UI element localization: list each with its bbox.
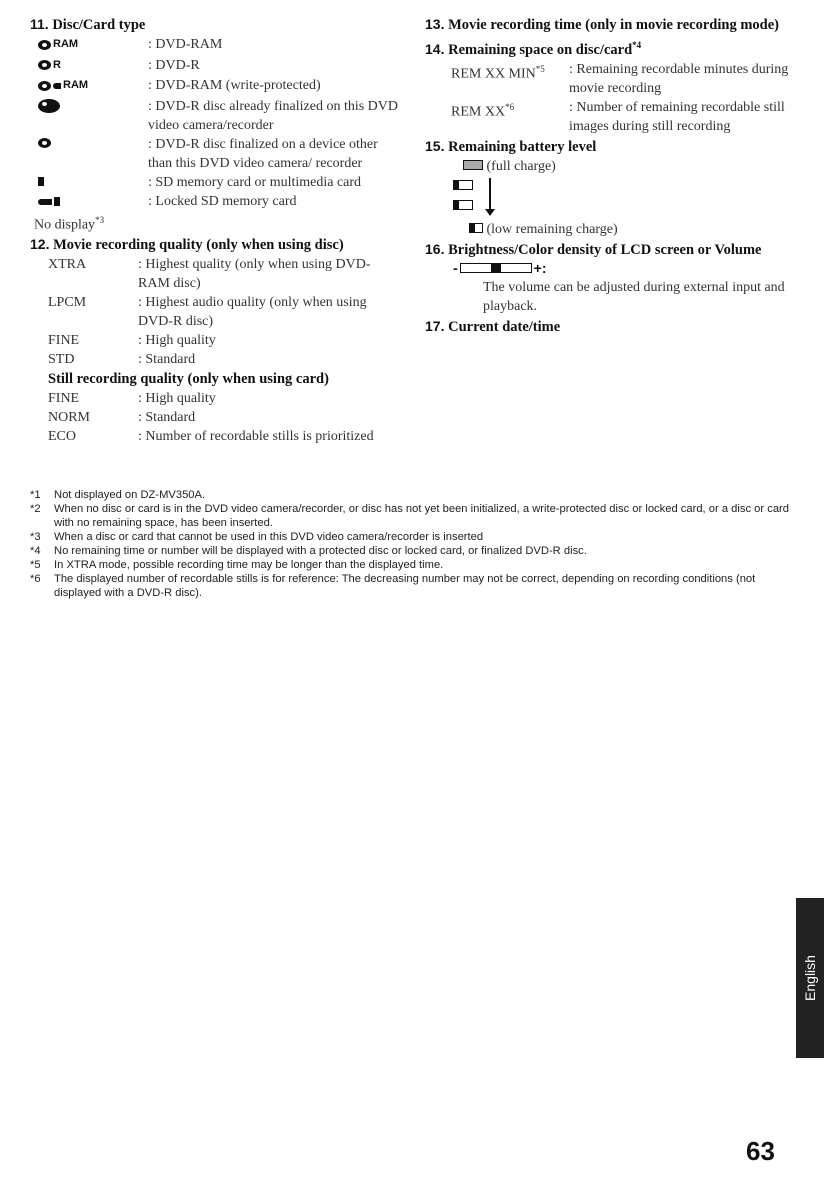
section-13-heading: 13. Movie recording time (only in movie recording mode) — [425, 16, 779, 33]
disc-type-row: R : DVD-R — [30, 56, 402, 77]
language-tab: English — [796, 898, 824, 1058]
level-bar-icon — [460, 263, 532, 273]
finalized-disc-icon — [38, 97, 53, 116]
disc-type-row: : DVD-R disc finalized on a device other than this DVD video camera/ recorder — [30, 135, 402, 173]
section-12-heading: 12. Movie recording quality (only when using disc) — [30, 236, 344, 254]
quality-row: FINE : High quality — [48, 333, 216, 349]
down-arrow-icon — [489, 178, 491, 214]
locked-sd-card-icon — [38, 197, 60, 206]
sd-card-icon — [38, 177, 44, 186]
still-quality-heading: Still recording quality (only when using card) — [48, 371, 329, 388]
footnote: *6 The displayed number of recordable stills is for reference: The decreasing number may not be correct, depending on recording conditions (not displayed with a DVD-R disc). — [30, 573, 756, 599]
battery-low-row: (low remaining charge) — [425, 220, 805, 239]
disc-type-row: : SD memory card or multimedia card — [30, 173, 402, 192]
disc-type-row: : DVD-R disc already finalized on this DVD video camera/recorder — [30, 97, 402, 135]
footnote: *4 No remaining time or number will be displayed with a protected disc or locked card, or finalized DVD-R disc. — [30, 545, 587, 557]
disc-ram-icon: RAM — [38, 35, 78, 54]
battery-full-icon — [463, 160, 483, 170]
quality-row: STD : Standard — [48, 352, 196, 368]
volume-desc: The volume can be adjusted during external input and playback. — [483, 279, 785, 314]
battery-full-row: (full charge) — [425, 157, 805, 176]
battery-level-icon — [453, 200, 473, 210]
footnote: *2 When no disc or card is in the DVD video camera/recorder, or disc has not yet been initialized, a write-protected disc or locked card, or a disc or card with no remaining space, has been inserted. — [30, 503, 789, 529]
disc-r-icon: R — [38, 56, 61, 75]
disc-type-row: RAM : DVD-RAM — [30, 35, 402, 56]
page-number: 63 — [746, 1136, 775, 1166]
section-16-heading: 16. Brightness/Color density of LCD screen or Volume — [425, 240, 762, 258]
right-column — [425, 14, 805, 337]
section-15-heading: 15. Remaining battery level — [425, 137, 597, 155]
quality-row: LPCM : Highest audio quality (only when using DVD-R disc) — [48, 295, 367, 330]
quality-row: XTRA : Highest quality (only when using DVD-RAM disc) — [48, 257, 371, 292]
disc-type-row: : Locked SD memory card — [30, 192, 402, 211]
section-14-heading: 14. Remaining space on disc/card$^{*4}$ — [425, 40, 642, 58]
section-17-heading: 17. Current date/time — [425, 317, 561, 335]
footnotes — [30, 488, 800, 600]
battery-levels — [453, 176, 805, 220]
no-display-text: No display$^{*3}$ — [34, 214, 105, 233]
locked-disc-ram-icon: RAM — [38, 76, 88, 95]
finalized-other-disc-icon — [38, 138, 51, 148]
remaining-row: REM XX$^{*6}$ : Number of remaining recordable still images during still recording — [451, 99, 785, 134]
quality-row: ECO : Number of recordable stills is prioritized — [48, 429, 374, 445]
battery-low-icon — [469, 223, 483, 233]
volume-bar: - +: — [453, 259, 547, 276]
footnote: *3 When a disc or card that cannot be used in this DVD video camera/recorder is inserted — [30, 531, 484, 543]
section-11-heading: 11. Disc/Card type — [30, 16, 146, 33]
remaining-row: REM XX MIN$^{*5}$ : Remaining recordable minutes during movie recording — [451, 61, 789, 96]
quality-row: FINE : High quality — [48, 391, 216, 407]
quality-row: NORM : Standard — [48, 410, 196, 426]
footnote: *5 In XTRA mode, possible recording time may be longer than the displayed time. — [30, 559, 444, 571]
footnote: *1 Not displayed on DZ-MV350A. — [30, 489, 206, 501]
disc-type-row: RAM : DVD-RAM (write-protected) — [30, 76, 402, 97]
left-column — [30, 14, 402, 446]
battery-level-icon — [453, 180, 473, 190]
